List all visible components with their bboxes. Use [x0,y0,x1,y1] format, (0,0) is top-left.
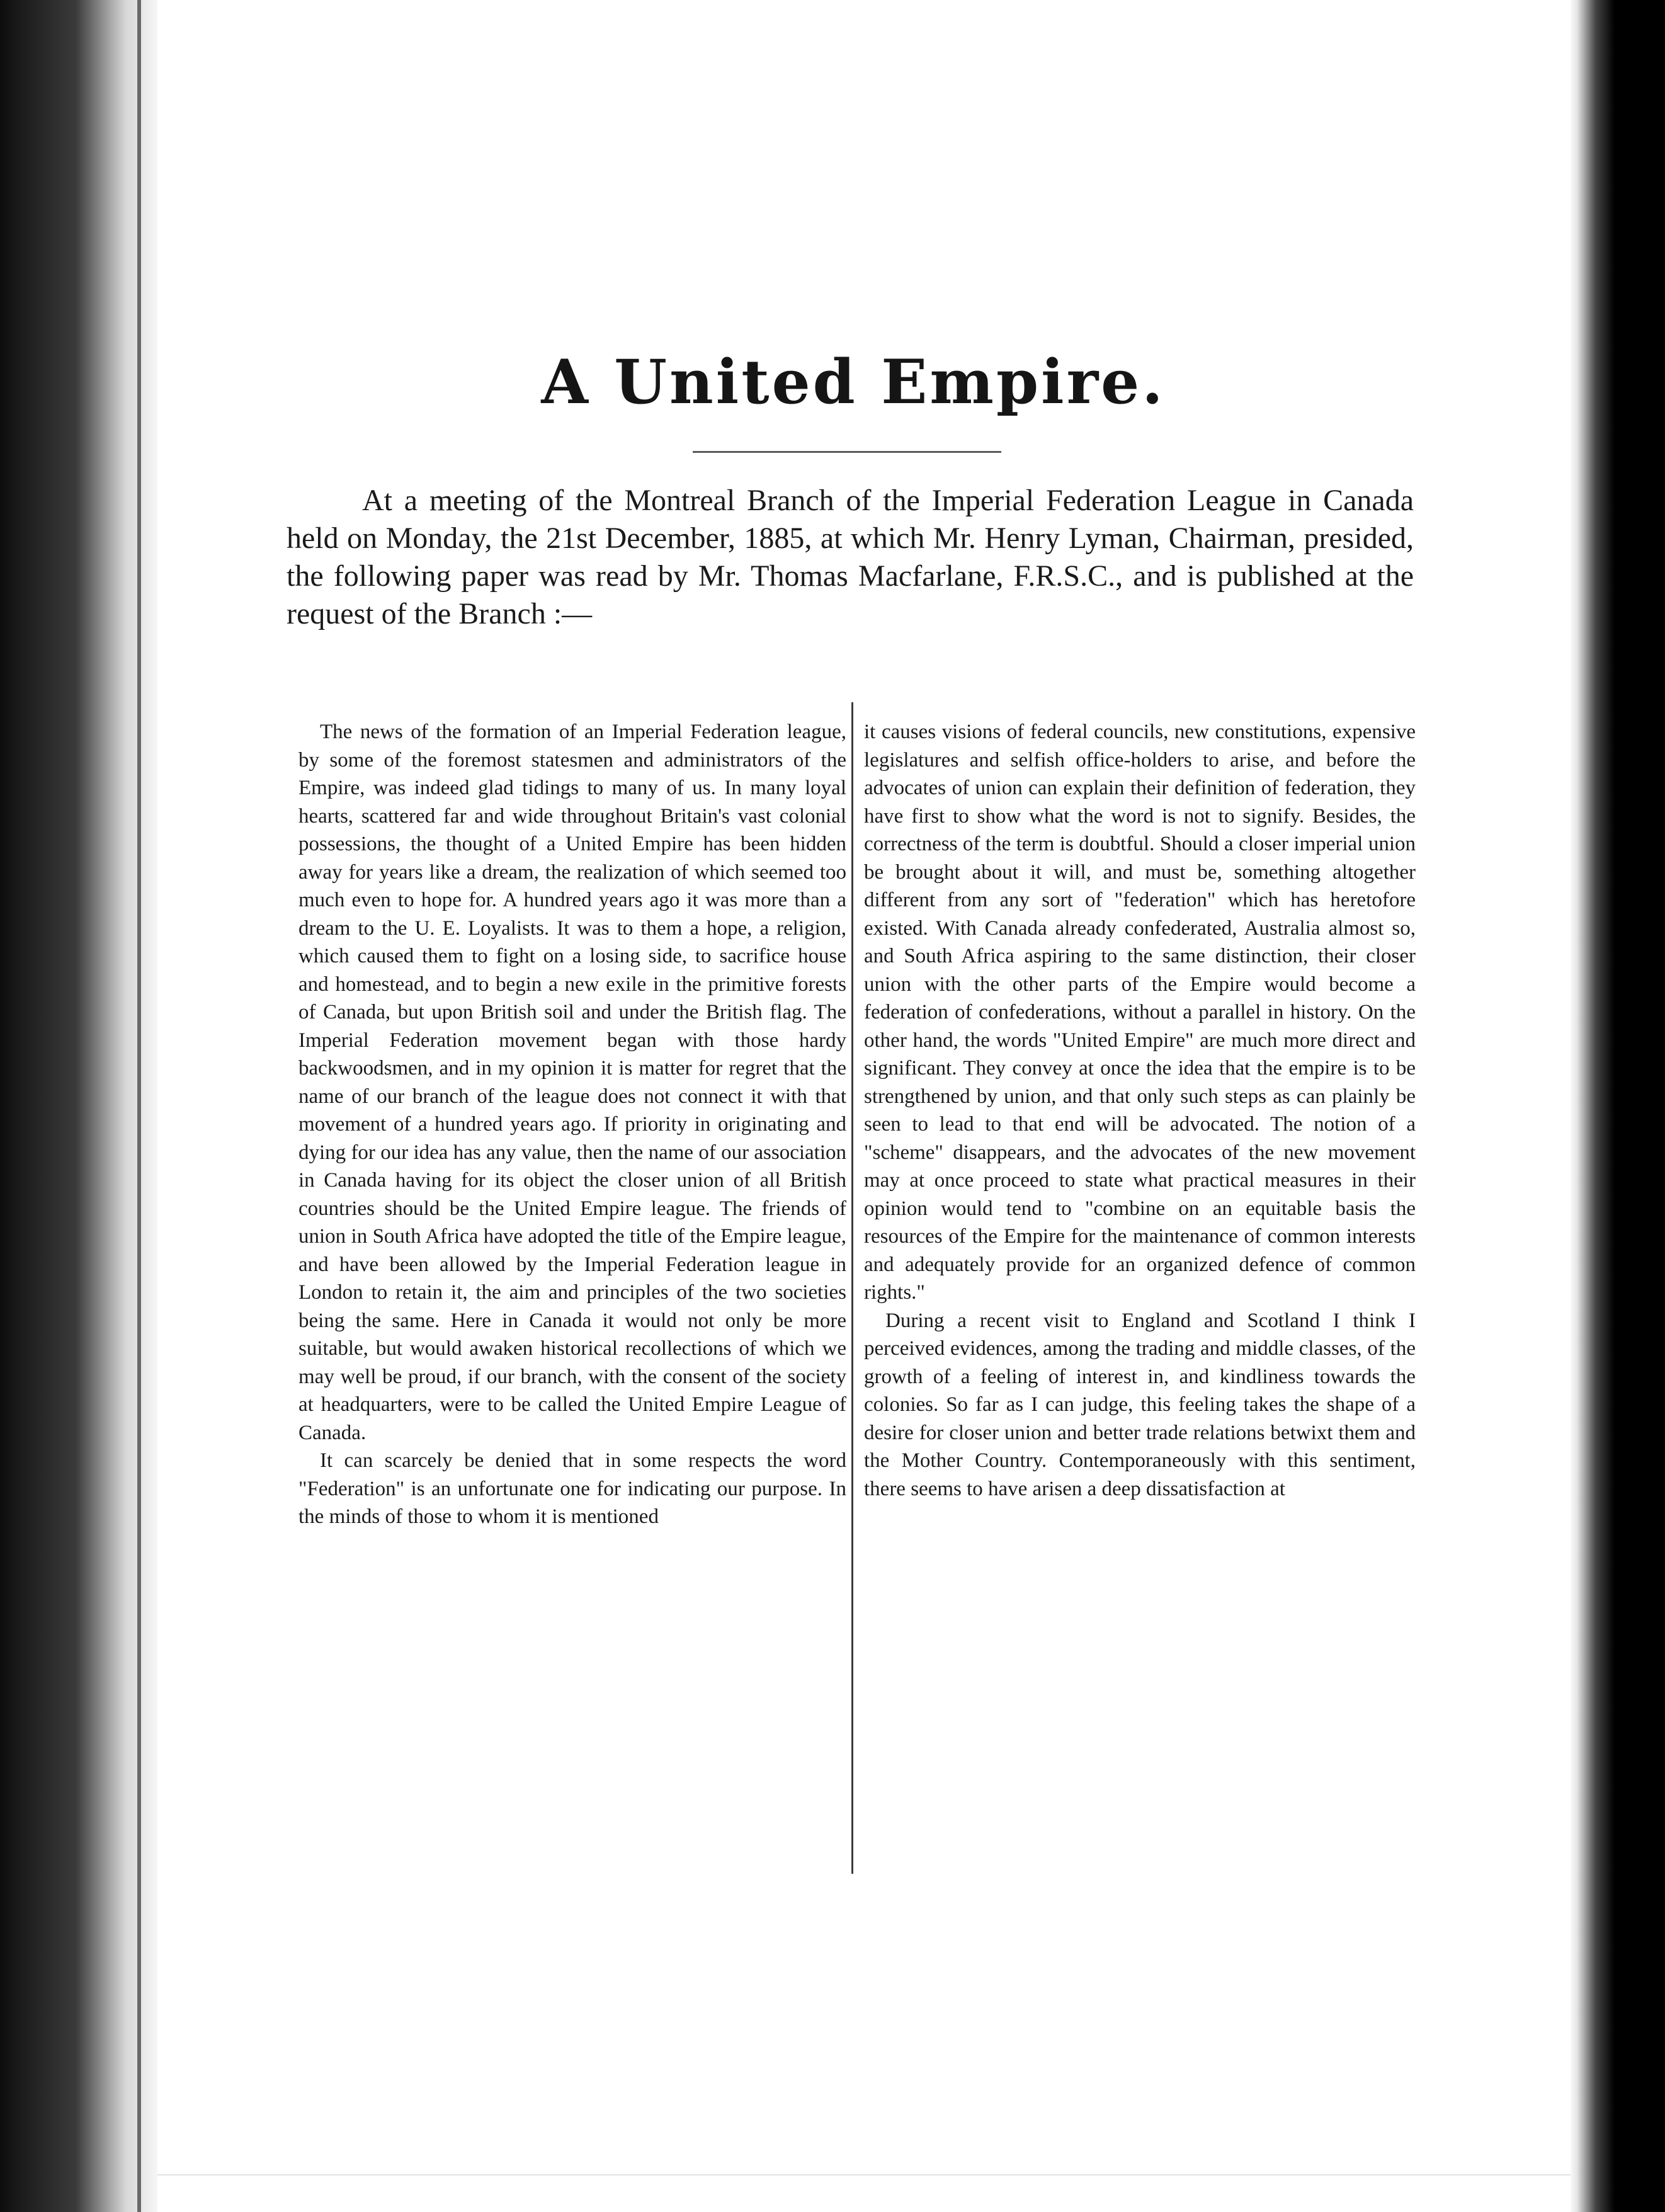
page-title: A United Empire. [541,346,1166,418]
right-paragraph-2: During a recent visit to England and Scotland I think I perceived evidences, among the trading and middle classes, of the growth of a feeling of interest in, and kindliness towards the colonies. So far as I can judge, this feeling takes the shape of a desire for closer union and better trade relations betwixt them and the Mother Country. Contemporaneously with this sentiment, there seems to have arisen a deep dissatisfaction at [864,1309,1416,1500]
left-paragraph-2: It can scarcely be denied that in some respects the word "Federation" is an unfortunate one for indicating our purpose. In the minds of those to whom it is mentioned [298,1449,846,1528]
right-paragraph-1: it causes visions of federal councils, new constitutions, expensive legislatures and selfish office-holders to arise, and before the advocates of union can explain their definition of federation, they have first to show what the word is not to signify. Besides, the correctness of the term is doubtful. Should a closer imperial union be brought about it will, and must be, something altogether different from any sort of "federation" which has heretofore existed. With Canada already confederated, Australia almost so, and South Africa aspiring to the same distinction, their closer union with the other parts of the Empire would become a federation of confederations, without a parallel in history. On the other hand, the words "United Empire" are much more direct and significant. They convey at once the idea that the empire is to be strengthened by union, and that only such steps as can plainly be seen to lead to that end will be advocated. The notion of a "scheme" disappears, and the advocates of the new movement may at once proceed to state what practical measures in their opinion would tend to "combine on an equitable basis the resources of the Empire for the maintenance of common interests and adequately provide for an organized defence of common rights." [864,721,1416,1304]
page-spine [137,0,141,2212]
right-column [864,718,1416,1503]
title-divider [693,451,1001,453]
scan-left-edge [0,0,157,2212]
column-divider [851,702,853,1874]
scan-right-edge [1571,0,1665,2212]
intro-text: At a meeting of the Montreal Branch of the Imperial Federation League in Canada held on Monday, the 21st December, 1885, at which Mr. Henry Lyman, Chairman, presided, the following paper was read by Mr. Thomas Macfarlane, F.R.S.C., and is published at the request of the Branch :— [287,484,1414,630]
intro-paragraph [287,482,1414,633]
page-bottom-edge [157,2174,1571,2175]
left-paragraph-1: The news of the formation of an Imperial Federation league, by some of the foremost statesmen and administrators of the Empire, was indeed glad tidings to many of us. In many loyal hearts, scattered far and wide throughout Britain's vast colonial possessions, the thought of a United Empire has been hidden away for years like a dream, the realization of which seemed too much even to hope for. A hundred years ago it was more than a dream to the U. E. Loyalists. It was to them a hope, a religion, which caused them to fight on a losing side, to sacrifice house and homestead, and to begin a new exile in the primitive forests of Canada, but upon British soil and under the British flag. The Imperial Federation movement began with those hardy backwoodsmen, and in my opinion it is matter for regret that the name of our branch of the league does not connect it with that movement of a hundred years ago. If priority in originating and dying for our idea has any value, then the name of our association in Canada having for its object the closer union of all British countries should be the United Empire league. The friends of union in South Africa have adopted the title of the Empire league, and have been allowed by the Imperial Federation league in London to retain it, the aim and principles of the two societies being the same. Here in Canada it would not only be more suitable, but would awaken historical recollections of which we may well be proud, if our branch, with the consent of the society at headquarters, were to be called the United Empire League of Canada. [298,721,846,1444]
left-column [298,718,846,1531]
